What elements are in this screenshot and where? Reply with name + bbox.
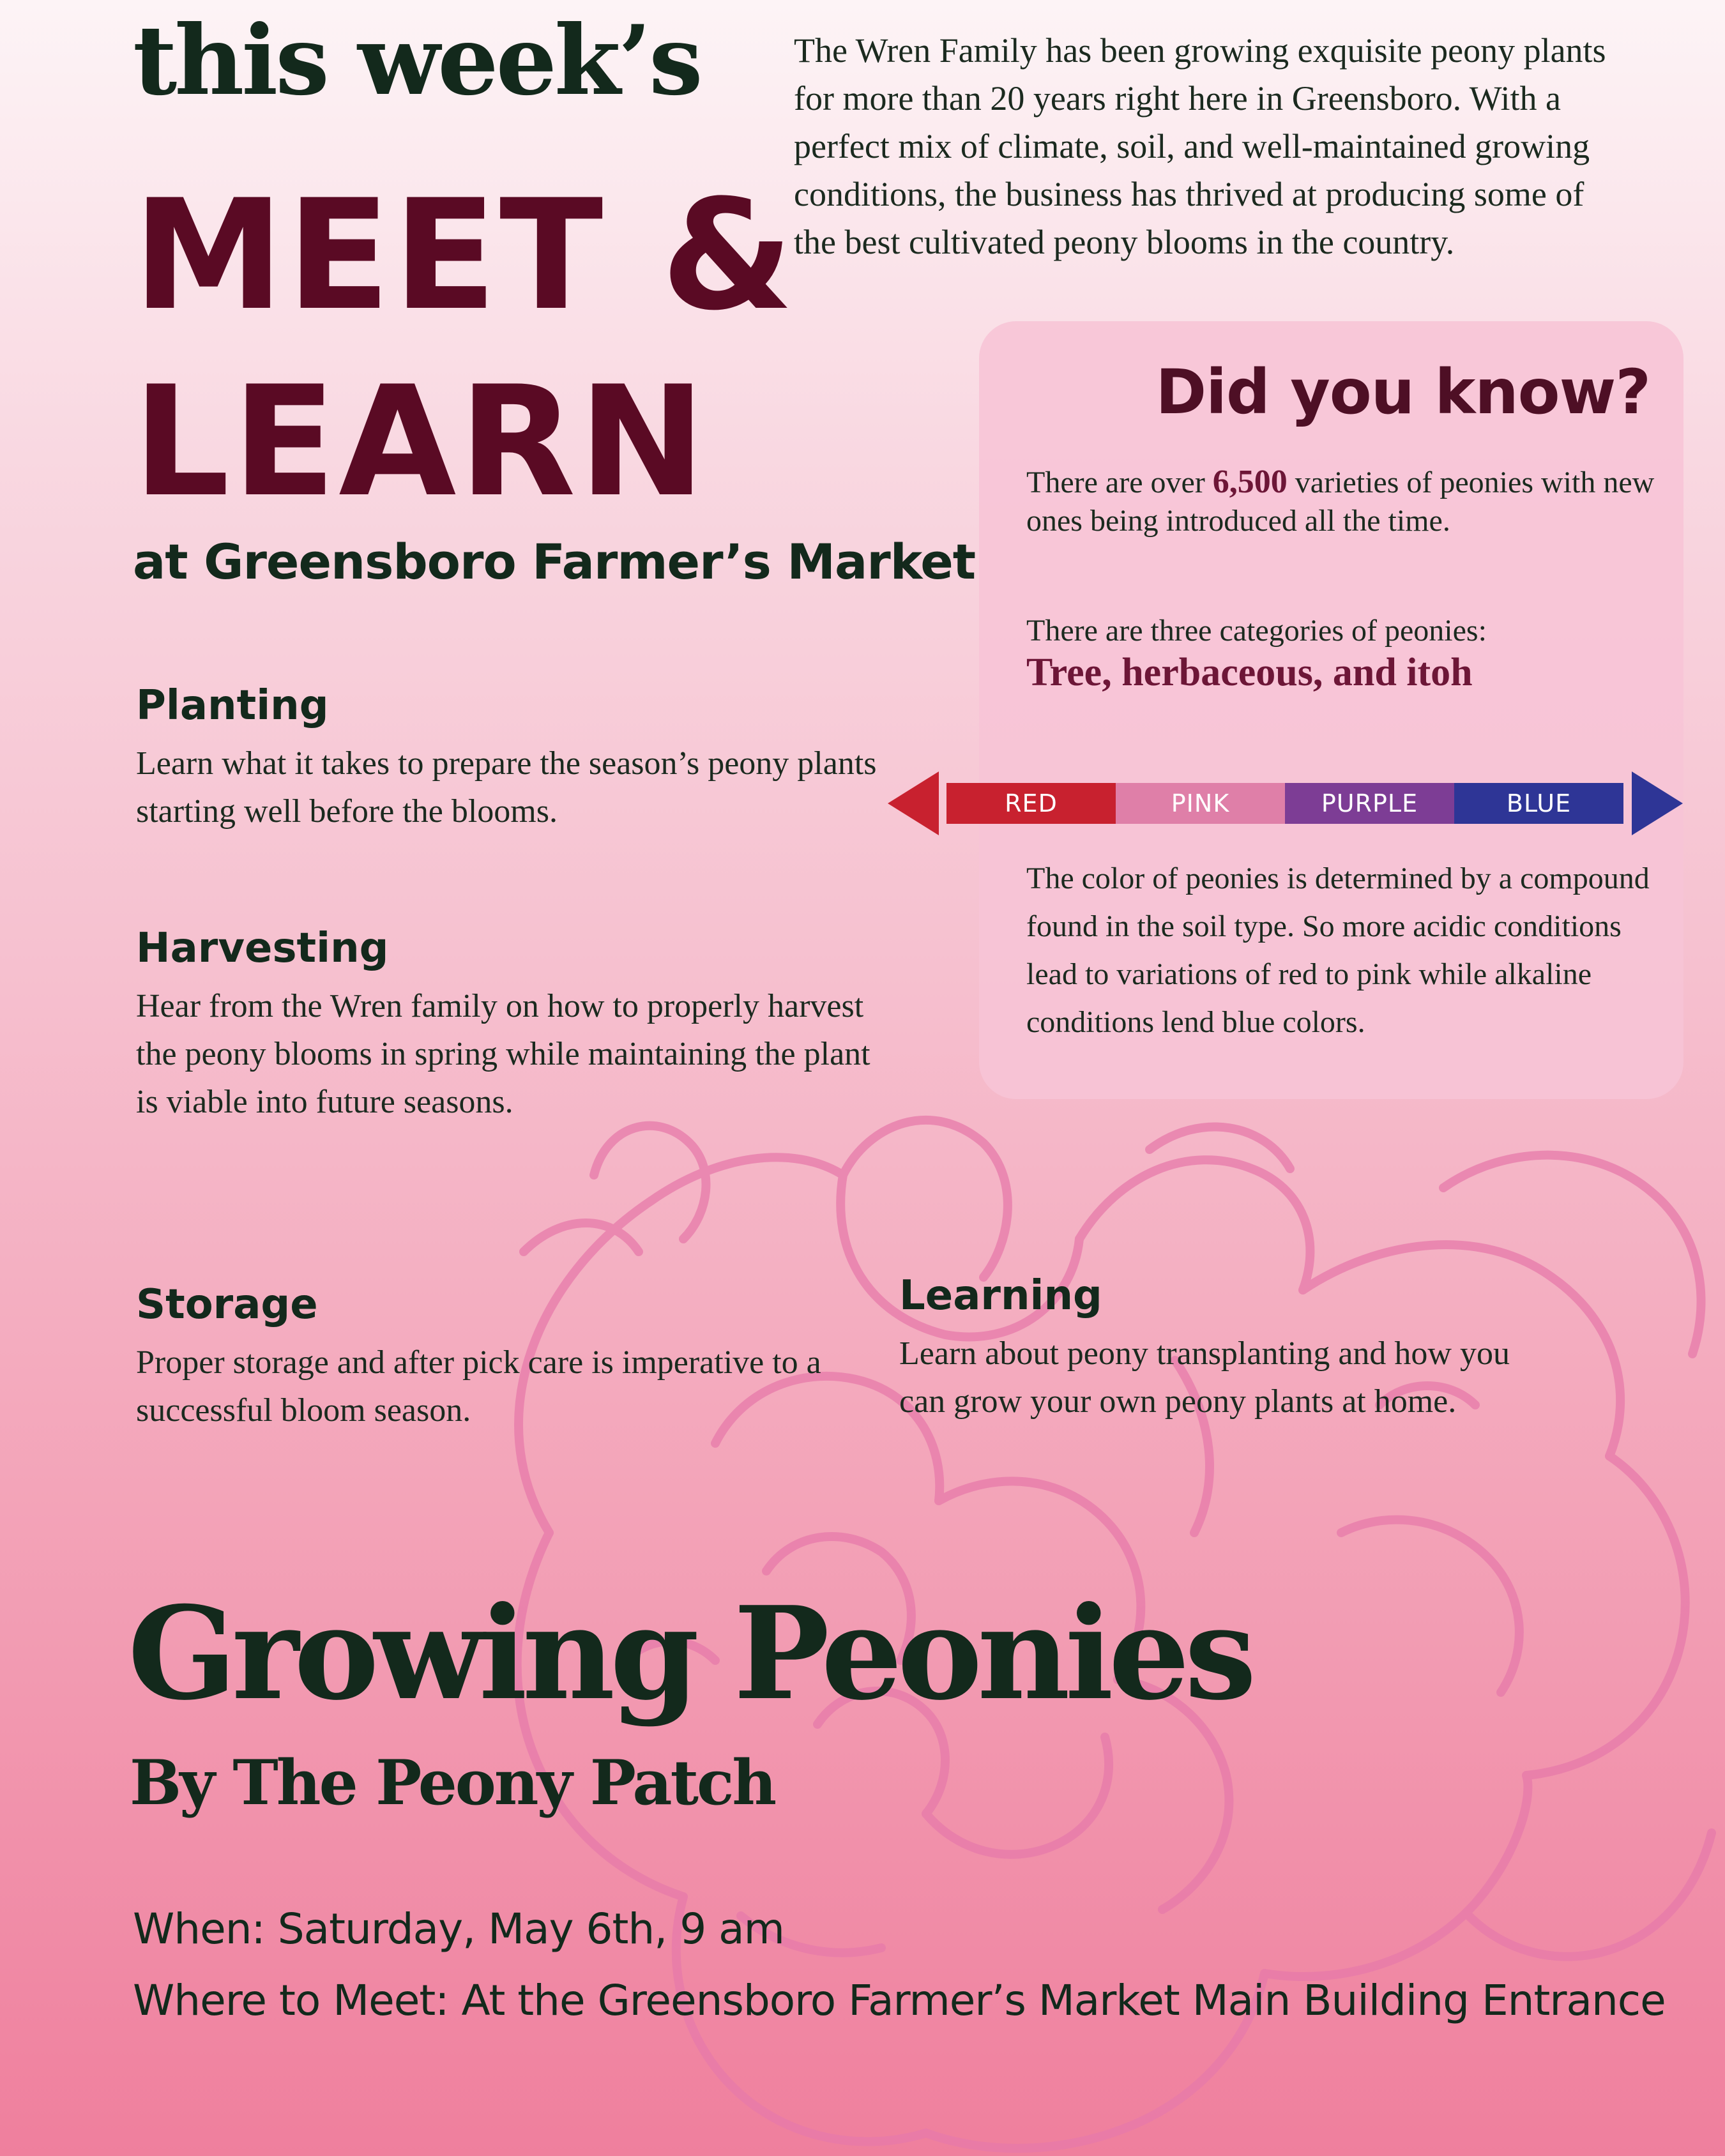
headline [133, 163, 796, 536]
fact-varieties-before: There are over [1026, 466, 1213, 499]
intro-paragraph: The Wren Family has been growing exquisite peony plants for more than 20 years right here in Greensboro. With a perfect mix of climate, soil, and well-maintained growing conditions, the business has thrived at producing some of the best cultivated peony blooms in the country. [794, 31, 1606, 261]
color-segment-red: RED [946, 783, 1116, 824]
arrow-left-icon [888, 771, 939, 835]
section-title: Storage [136, 1281, 318, 1328]
section-title: Harvesting [136, 925, 389, 972]
color-segment-blue: BLUE [1454, 783, 1623, 824]
section-body: Proper storage and after pick care is imperative to a successful bloom season. [136, 1344, 821, 1429]
section-title: Learning [899, 1272, 1102, 1319]
subhead: at Greensboro Farmer’s Market [133, 533, 976, 590]
headline-line-1: MEET & [133, 167, 796, 344]
fact-categories-list: Tree, herbaceous, and itoh [1026, 651, 1473, 694]
card-title: Did you know? [1155, 356, 1650, 428]
section-title: Planting [136, 682, 329, 729]
section-learning [899, 1272, 1525, 1425]
section-body: Learn about peony transplanting and how you can grow your own peony plants at home. [899, 1335, 1510, 1420]
section-body: Learn what it takes to prepare the season’s peony plants starting well before the blooms. [136, 745, 877, 830]
fact-varieties-after: varieties of peonies with new ones being introduced all the time. [1026, 466, 1655, 538]
event-byline: By The Peony Patch [130, 1747, 775, 1819]
event-when: When: Saturday, May 6th, 9 am [133, 1904, 784, 1954]
fact-color: The color of peonies is determined by a compound found in the soil type. So more acidic conditions lead to variations of red to pink while alkaline conditions lend blue colors. [1026, 862, 1650, 1039]
fact-varieties-count: 6,500 [1212, 464, 1288, 500]
section-body: Hear from the Wren family on how to properly harvest the peony blooms in spring while maintaining the plant is viable into future seasons. [136, 988, 870, 1120]
color-segment-pink: PINK [1116, 783, 1285, 824]
event-title: Growing Peonies [128, 1579, 1252, 1729]
headline-line-2: LEARN [133, 354, 708, 531]
color-scale [888, 771, 1683, 835]
event-where: Where to Meet: At the Greensboro Farmer’s Market Main Building Entrance [133, 1976, 1666, 2025]
kicker-text: this week’s [133, 4, 701, 117]
arrow-right-icon [1632, 771, 1683, 835]
fact-categories: There are three categories of peonies: [1026, 614, 1487, 648]
color-segment-purple: PURPLE [1285, 783, 1454, 824]
section-harvesting [136, 925, 890, 1126]
section-planting [136, 682, 890, 835]
section-storage [136, 1281, 890, 1434]
fact-varieties [1026, 463, 1665, 540]
did-you-know-card [979, 321, 1683, 1099]
